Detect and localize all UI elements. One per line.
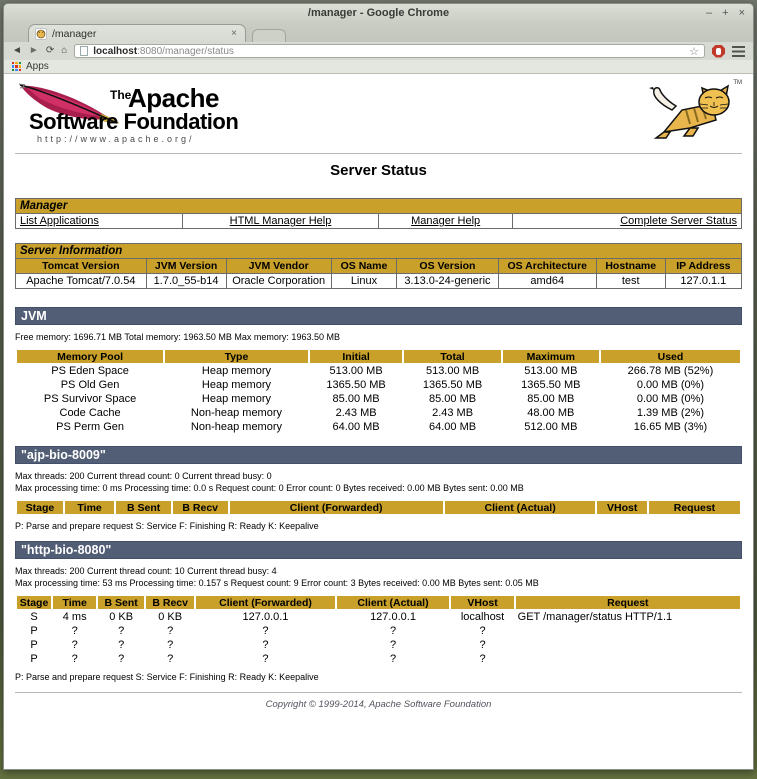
col-b-recv: B Recv: [146, 596, 194, 609]
col-tomcat-version: Tomcat Version: [16, 259, 147, 274]
home-button[interactable]: ⌂: [61, 45, 68, 56]
logo-the: The: [110, 88, 132, 102]
http-request-table: [15, 595, 742, 666]
memory-pool-row: PS Eden Space Heap memory 513.00 MB 513.00 MB 513.00 MB 266.78 MB (52%): [51, 364, 714, 377]
manager-table: [15, 198, 742, 229]
tomcat-favicon-icon: [35, 28, 47, 40]
http-request-row: P ? ? ? ? ? ?: [30, 638, 486, 651]
memory-pool-row: Code Cache Non-heap memory 2.43 MB 2.43 MB 48.00 MB 1.39 MB (2%): [59, 406, 705, 419]
col-maximum: Maximum: [503, 350, 599, 363]
col-type: Type: [165, 350, 308, 363]
jvm-version-value: 1.7.0_55-b14: [146, 274, 226, 289]
jvm-vendor-value: Oracle Corporation: [226, 274, 331, 289]
tab-title: /manager: [52, 27, 97, 40]
maximize-icon[interactable]: +: [722, 7, 729, 19]
col-memory-pool: Memory Pool: [17, 350, 163, 363]
page-title: Server Status: [330, 162, 427, 179]
col-client-actual: Client (Actual): [445, 501, 596, 514]
tomcat-logo: [642, 80, 742, 148]
ajp-stage-legend: P: Parse and prepare request S: Service F: Finishing R: Ready K: Keepalive: [15, 521, 319, 531]
http-request-row: P ? ? ? ? ? ?: [30, 624, 486, 637]
window-title: /manager - Google Chrome: [307, 7, 450, 19]
ajp-thread-stats: Max threads: 200 Current thread count: 0 Current thread busy: 0: [15, 471, 272, 481]
browser-toolbar: [4, 42, 753, 60]
link-html-manager-help[interactable]: HTML Manager Help: [229, 215, 332, 227]
page-content: [4, 74, 753, 769]
tab-strip: [4, 23, 753, 42]
link-complete-server-status[interactable]: Complete Server Status: [620, 215, 737, 227]
address-bar[interactable]: [74, 44, 705, 58]
url-host: localhost: [93, 45, 138, 57]
tomcat-version-value: Apache Tomcat/7.0.54: [16, 274, 147, 289]
http-processing-stats: Max processing time: 53 ms Processing time: 0.157 s Request count: 9 Error count: 3 Bytes received: 0.00 MB Bytes sent: 0.05 MB: [15, 578, 539, 588]
apache-logo: [15, 80, 250, 150]
trademark-label: TM: [733, 80, 742, 86]
jvm-section-header: JVM: [15, 307, 742, 325]
forward-button[interactable]: ►: [28, 45, 39, 56]
bookmark-star-icon[interactable]: ☆: [689, 45, 699, 58]
memory-pool-row: PS Survivor Space Heap memory 85.00 MB 85.00 MB 85.00 MB 0.00 MB (0%): [43, 392, 705, 405]
http-request-row: S 4 ms 0 KB 0 KB 127.0.0.1 127.0.0.1 localhost GET /manager/status HTTP/1.1: [30, 610, 673, 623]
apps-label[interactable]: Apps: [26, 61, 49, 72]
http-request-row: P ? ? ? ? ? ?: [30, 652, 486, 665]
close-icon[interactable]: ×: [738, 7, 745, 19]
col-os-version: OS Version: [397, 259, 499, 274]
server-info-row: [16, 274, 742, 289]
col-request: Request: [649, 501, 740, 514]
col-b-sent: B Sent: [116, 501, 171, 514]
col-initial: Initial: [310, 350, 403, 363]
col-jvm-vendor: JVM Vendor: [226, 259, 331, 274]
masthead: [15, 80, 742, 150]
tab-close-icon[interactable]: ×: [231, 28, 237, 39]
col-os-name: OS Name: [331, 259, 396, 274]
logo-title: Apache: [128, 83, 219, 113]
minimize-icon[interactable]: –: [706, 7, 713, 19]
link-list-applications[interactable]: List Applications: [20, 215, 99, 227]
ajp-section-header: "ajp-bio-8009": [15, 446, 742, 464]
http-stage-legend: P: Parse and prepare request S: Service F: Finishing R: Ready K: Keepalive: [15, 672, 319, 682]
col-os-arch: OS Architecture: [498, 259, 596, 274]
ajp-processing-stats: Max processing time: 0 ms Processing time: 0.0 s Request count: 0 Error count: 0 Bytes received: 0.00 MB Bytes sent: 0.00 MB: [15, 483, 524, 493]
memory-pool-table: [15, 349, 742, 434]
browser-tab[interactable]: [28, 24, 246, 42]
hostname-value: test: [596, 274, 665, 289]
bookmarks-bar: [4, 60, 753, 74]
http-section-header: "http-bio-8080": [15, 541, 742, 559]
col-client-forwarded: Client (Forwarded): [196, 596, 334, 609]
url-text[interactable]: [93, 46, 684, 57]
logo-url: http://www.apache.org/: [37, 134, 195, 144]
memory-pool-row: PS Old Gen Heap memory 1365.50 MB 1365.50 MB 1365.50 MB 0.00 MB (0%): [60, 378, 705, 391]
url-path: :8080/manager/status: [137, 45, 234, 57]
footer-divider: [15, 692, 742, 693]
memory-pool-row: PS Perm Gen Non-heap memory 64.00 MB 64.00 MB 512.00 MB 16.65 MB (3%): [56, 420, 708, 433]
copyright-notice: Copyright © 1999-2014, Apache Software Foundation: [265, 699, 492, 710]
col-client-forwarded: Client (Forwarded): [230, 501, 443, 514]
reload-button[interactable]: ⟳: [45, 45, 55, 56]
col-stage: Stage: [17, 501, 63, 514]
col-vhost: VHost: [451, 596, 513, 609]
col-jvm-version: JVM Version: [146, 259, 226, 274]
col-client-actual: Client (Actual): [337, 596, 450, 609]
os-name-value: Linux: [331, 274, 396, 289]
jvm-memory-summary: Free memory: 1696.71 MB Total memory: 1963.50 MB Max memory: 1963.50 MB: [15, 332, 340, 342]
col-request: Request: [516, 596, 740, 609]
adblock-extension-icon[interactable]: [712, 45, 725, 58]
col-stage: Stage: [17, 596, 51, 609]
link-manager-help[interactable]: Manager Help: [411, 215, 481, 227]
back-button[interactable]: ◄: [12, 45, 22, 56]
col-ip-address: IP Address: [665, 259, 741, 274]
col-b-recv: B Recv: [173, 501, 228, 514]
col-total: Total: [404, 350, 500, 363]
page-icon: [80, 46, 88, 56]
browser-window: [3, 3, 754, 770]
http-thread-stats: Max threads: 200 Current thread count: 10 Current thread busy: 4: [15, 566, 277, 576]
os-arch-value: amd64: [498, 274, 596, 289]
col-vhost: VHost: [597, 501, 646, 514]
server-info-section-header: Server Information: [16, 244, 742, 259]
col-time: Time: [65, 501, 114, 514]
server-info-table: [15, 243, 742, 289]
tomcat-cat-icon: [642, 80, 734, 146]
col-hostname: Hostname: [596, 259, 665, 274]
col-b-sent: B Sent: [98, 596, 144, 609]
os-version-value: 3.13.0-24-generic: [397, 274, 499, 289]
ajp-request-table: [15, 500, 742, 515]
menu-icon[interactable]: [732, 46, 745, 57]
col-used: Used: [601, 350, 740, 363]
window-titlebar[interactable]: [4, 4, 753, 23]
apps-grid-icon[interactable]: [12, 62, 21, 71]
new-tab-button[interactable]: [252, 29, 286, 42]
ip-address-value: 127.0.1.1: [665, 274, 741, 289]
header-divider: [15, 153, 742, 154]
manager-section-header: Manager: [16, 199, 742, 214]
col-time: Time: [53, 596, 96, 609]
logo-subtitle: Software Foundation: [29, 109, 239, 134]
